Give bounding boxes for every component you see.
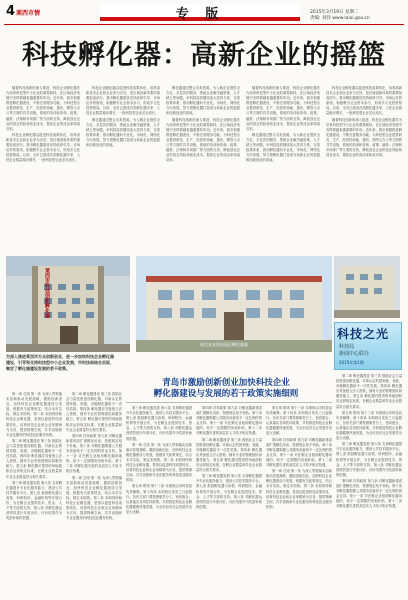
section-name: 莱西市情: [16, 10, 41, 17]
photo-building-center: [136, 256, 332, 352]
bottom-column-6: [336, 374, 402, 596]
article-column-4: [246, 86, 320, 252]
column-text: 随着科技创新的深入推进，科技企业孵化器作为培育科技型中小企业的重要载体，在区域经济发展中发挥着越来越重要的作用。近年来，我市积极推进孵化器建设，不断完善服务功能，为科技型企业提供研发、生产、经营的场地，通讯、网络与办公等方面的共享设施，系统的培训和咨询，政策、融资、法律和市场推广等方面的支持，降低创业企业的创业风险和创业成本，提高企业的成活率和成功率。: [6, 86, 80, 131]
edition-line: 责编: 刘洋 www.laixi.gov.cn: [310, 16, 370, 21]
column-text: 第二章 孵化器建设 第三条 鼓励社会力量投资建设孵化器，对新认定的国家级、省级、市级孵化器给予一次性奖励。第四条 孵化器应具备独立法人资格，拥有专业的管理团队和服务能力。第五条 孵化器可提供的场地面积应达到规定标准，在孵企业数量和毕业企业数量符合相关要求。: [336, 374, 402, 409]
column-text: 第二章 孵化器建设 第三条 鼓励社会力量投资建设孵化器，对新认定的国家级、省级、市级孵化器给予一次性奖励。第四条 孵化器应具备独立法人资格，拥有专业的管理团队和服务能力。第五条 孵化器可提供的场地面积应达到规定标准，在孵企业数量和毕业企业数量符合相关要求。: [66, 392, 122, 432]
ad-line2: 新闻中心联办: [339, 351, 370, 357]
column-text: 第四章 扶持政策 第九条 对孵化器新建或改扩建孵化用房，按照规定给予补助。第十条 对孵化器购置公共服务设备给予一定比例的资金支持。第十一条 对在孵企业租用孵化器场地的，给予一定期限的房租补贴。第十二条 对孵化器引进的高层次人才给予相应待遇。: [336, 478, 402, 509]
column-text: 随着科技创新的深入推进，科技企业孵化器作为培育科技型中小企业的重要载体，在区域经济发展中发挥着越来越重要的作用。近年来，我市积极推进孵化器建设，不断完善服务功能，为科技型企业提供研发、生产、经营的场地，通讯、网络与办公等方面的共享设施，系统的培训和咨询，政策、融资、法律和市场推广等方面的支持，降低创业企业的创业风险和创业成本，提高企业的成活率和成功率。: [326, 117, 402, 158]
sub-headline-line1: 青岛市激励创新创业加快科技企业: [162, 378, 290, 388]
bottom-column-4: [196, 406, 262, 596]
ad-line1: 科技局: [339, 344, 355, 350]
section-divider: [126, 402, 332, 403]
photo-building-left: [6, 256, 130, 352]
column-text: 第四章 扶持政策 第九条 对孵化器新建或改扩建孵化用房，按照规定给予补助。第十条 对孵化器购置公共服务设备给予一定比例的资金支持。第十一条 对在孵企业租用孵化器场地的，给予一定期限的房租补贴。第十二条 对孵化器引进的高层次人才给予相应待遇。: [266, 437, 332, 468]
main-headline: 科技孵化器：高新企业的摇篮: [22, 40, 386, 71]
column-text: 孵化器通过整合各类资源，为入孵企业提供全方位、多层次的服务，帮助企业解决融资难、人才缺乏等问题。市科技局将继续加大扶持力度，完善政策体系，推动孵化器向专业化、市场化、网络化方向发展，努力把孵化器打造成为高新企业的摇篮和创新创业的高地。: [246, 132, 320, 163]
column-text: 第一章 总则 第一条 为深入贯彻落实创新驱动发展战略，激励创新创业，加快科技企业孵化器建设与发展，根据有关政策规定，结合本市实际，制定本细则。第二条 本细则所称科技企业孵化器，是指以促进科技成果转化、培育科技企业和企业家精神为宗旨，提供物理空间、共享设施和专业化服务的科技创业服务机构。: [126, 442, 192, 483]
column-text: 第五章 附则 第十三条 本细则由市科技局负责解释。第十四条 本细则自发布之日起施行。各有关部门要按照职责分工，密切配合，认真落实各项扶持政策，共同推进科技企业孵化器健康快速发展，为全市经济社会发展作出更大贡献。: [266, 406, 332, 436]
column-text: 第一章 总则 第一条 为深入贯彻落实创新驱动发展战略，激励创新创业，加快科技企业孵化器建设与发展，根据有关政策规定，结合本市实际，制定本细则。第二条 本细则所称科技企业孵化器，是指以促进科技成果转化、培育科技企业和企业家精神为宗旨，提供物理空间、共享设施和专业化服务的科技创业服务机构。: [6, 392, 62, 437]
column-text: 第一章 总则 第一条 为深入贯彻落实创新驱动发展战略，激励创新创业，加快科技企业孵化器建设与发展，根据有关政策规定，结合本市实际，制定本细则。第二条 本细则所称科技企业孵化器，是指以促进科技成果转化、培育科技企业和企业家精神为宗旨，提供物理空间、共享设施和专业化服务的科技创业服务机构。: [266, 469, 332, 509]
column-text: 第四章 扶持政策 第九条 对孵化器新建或改扩建孵化用房，按照规定给予补助。第十条 对孵化器购置公共服务设备给予一定比例的资金支持。第十一条 对在孵企业租用孵化器场地的，给予一定期限的房租补贴。第十二条 对孵化器引进的高层次人才给予相应待遇。: [66, 433, 122, 474]
column-text: 孵化器通过整合各类资源，为入孵企业提供全方位、多层次的服务，帮助企业解决融资难、人才缺乏等问题。市科技局将继续加大扶持力度，完善政策体系，推动孵化器向专业化、市场化、网络化方向发展，努力把孵化器打造成为高新企业的摇篮和创新创业的高地。: [86, 117, 160, 148]
article-column-3: [166, 86, 240, 252]
column-text: 第一章 总则 第一条 为深入贯彻落实创新驱动发展战略，激励创新创业，加快科技企业孵化器建设与发展，根据有关政策规定，结合本市实际，制定本细则。第二条 本细则所称科技企业孵化器，是指以促进科技成果转化、培育科技企业和企业家精神为宗旨，提供物理空间、共享设施和专业化服务的科技创业服务机构。: [66, 475, 122, 521]
building-image: [334, 256, 400, 318]
photo-building-right: [334, 256, 400, 318]
column-text: 第五章 附则 第十三条 本细则由市科技局负责解释。第十四条 本细则自发布之日起施行。各有关部门要按照职责分工，密切配合，认真落实各项扶持政策，共同推进科技企业孵化器健康快速发展，为全市经济社会发展作出更大贡献。: [336, 410, 402, 441]
ad-line3: 2015年第1期: [339, 360, 364, 365]
photo-caption: 现代农业科技园区孵化基地: [200, 342, 248, 347]
column-text: 科技企业孵化器以促进科技成果转化，培养高新技术企业和企业家为宗旨，是区域创新体系的重要组成部分。我市孵化器建设坚持政府引导、市场运作的原则，积极吸引社会资本参与，形成多元化投资格局。目前，全市已建成各类孵化器多家，入驻企业数量稳步增长，一批科技型企业茁壮成长。: [86, 86, 160, 116]
column-text: 随着科技创新的深入推进，科技企业孵化器作为培育科技型中小企业的重要载体，在区域经济发展中发挥着越来越重要的作用。近年来，我市积极推进孵化器建设，不断完善服务功能，为科技型企业提供研发、生产、经营的场地，通讯、网络与办公等方面的共享设施，系统的培训和咨询，政策、融资、法律和市场推广等方面的支持，降低创业企业的创业风险和创业成本，提高企业的成活率和成功率。: [166, 117, 240, 163]
building-image: [6, 256, 130, 352]
column-text: 第五章 附则 第十三条 本细则由市科技局负责解释。第十四条 本细则自发布之日起施行。各有关部门要按照职责分工，密切配合，认真落实各项扶持政策，共同推进科技企业孵化器健康快速发展，为全市经济社会发展作出更大贡献。: [126, 484, 192, 514]
section-banner: [100, 4, 300, 21]
ad-title: 科技之光: [337, 327, 390, 341]
column-text: 科技企业孵化器以促进科技成果转化，培养高新技术企业和企业家为宗旨，是区域创新体系的重要组成部分。我市孵化器建设坚持政府引导、市场运作的原则，积极吸引社会资本参与，形成多元化投资格局。目前，全市已建成各类孵化器多家，入驻企业数量稳步增长，一批科技型企业茁壮成长。: [6, 132, 80, 163]
sci-tech-ad: [334, 322, 402, 370]
date-line: 2015年3月19日 星期二: [310, 10, 359, 15]
building-sign: 莱西市科技创新孵化器: [44, 268, 50, 318]
column-text: 随着科技创新的深入推进，科技企业孵化器作为培育科技型中小企业的重要载体，在区域经济发展中发挥着越来越重要的作用。近年来，我市积极推进孵化器建设，不断完善服务功能，为科技型企业提供研发、生产、经营的场地，通讯、网络与办公等方面的共享设施，系统的培训和咨询，政策、融资、法律和市场推广等方面的支持，降低创业企业的创业风险和创业成本，提高企业的成活率和成功率。: [246, 86, 320, 131]
column-text: 第三章 孵化器发展 第六条 支持孵化器提升专业化服务能力，建设公共技术服务平台。第七条 鼓励孵化器与高校、科研院所、金融机构等开展合作，为在孵企业提供技术、资金、人才等方面的支持。第八条 对孵化器运营绩效进行年度评价，评价结果作为奖励补助的依据。: [196, 474, 262, 509]
column-text: 第三章 孵化器发展 第六条 支持孵化器提升专业化服务能力，建设公共技术服务平台。第七条 鼓励孵化器与高校、科研院所、金融机构等开展合作，为在孵企业提供技术、资金、人才等方面的支持。第八条 对孵化器运营绩效进行年度评价，评价结果作为奖励补助的依据。: [336, 442, 402, 477]
header-rule: [4, 24, 404, 25]
building-image: [136, 256, 332, 352]
sub-headline: [126, 378, 326, 400]
page-number: 4: [6, 4, 16, 19]
intro-note: 为深入推进莱西市万众创新创业，进一步加快科技企业孵化器建设，引导和支持科技型中小企业发展，市科技局结合实际，制定了孵化器建设发展的若干政策。: [6, 354, 114, 371]
article-column-1: [6, 86, 80, 252]
column-text: 孵化器通过整合各类资源，为入孵企业提供全方位、多层次的服务，帮助企业解决融资难、人才缺乏等问题。市科技局将继续加大扶持力度，完善政策体系，推动孵化器向专业化、市场化、网络化方向发展，努力把孵化器打造成为高新企业的摇篮和创新创业的高地。: [166, 86, 240, 116]
bottom-column-2: [66, 392, 122, 596]
bottom-column-1: [6, 392, 62, 596]
page-header: [0, 0, 408, 30]
column-text: 第二章 孵化器建设 第三条 鼓励社会力量投资建设孵化器，对新认定的国家级、省级、市级孵化器给予一次性奖励。第四条 孵化器应具备独立法人资格，拥有专业的管理团队和服务能力。第五条 孵化器可提供的场地面积应达到规定标准，在孵企业数量和毕业企业数量符合相关要求。: [6, 438, 62, 479]
column-text: 第三章 孵化器发展 第六条 支持孵化器提升专业化服务能力，建设公共技术服务平台。第七条 鼓励孵化器与高校、科研院所、金融机构等开展合作，为在孵企业提供技术、资金、人才等方面的支持。第八条 对孵化器运营绩效进行年度评价，评价结果作为奖励补助的依据。: [6, 480, 62, 521]
article-column-2: [86, 86, 160, 252]
column-text: 第二章 孵化器建设 第三条 鼓励社会力量投资建设孵化器，对新认定的国家级、省级、市级孵化器给予一次性奖励。第四条 孵化器应具备独立法人资格，拥有专业的管理团队和服务能力。第五条 孵化器可提供的场地面积应达到规定标准，在孵企业数量和毕业企业数量符合相关要求。: [196, 437, 262, 473]
bottom-column-5: [266, 406, 332, 596]
banner-title: 专 版: [175, 7, 225, 22]
bottom-column-3: [126, 406, 192, 596]
column-text: 第三章 孵化器发展 第六条 支持孵化器提升专业化服务能力，建设公共技术服务平台。第七条 鼓励孵化器与高校、科研院所、金融机构等开展合作，为在孵企业提供技术、资金、人才等方面的支持。第八条 对孵化器运营绩效进行年度评价，评价结果作为奖励补助的依据。: [126, 406, 192, 441]
sub-headline-line2: 孵化器建设与发展的若干政策实施细则: [153, 389, 299, 399]
column-text: 科技企业孵化器以促进科技成果转化，培养高新技术企业和企业家为宗旨，是区域创新体系的重要组成部分。我市孵化器建设坚持政府引导、市场运作的原则，积极吸引社会资本参与，形成多元化投资格局。目前，全市已建成各类孵化器多家，入驻企业数量稳步增长，一批科技型企业茁壮成长。: [326, 86, 402, 116]
article-column-5: [326, 86, 402, 252]
column-text: 第四章 扶持政策 第九条 对孵化器新建或改扩建孵化用房，按照规定给予补助。第十条 对孵化器购置公共服务设备给予一定比例的资金支持。第十一条 对在孵企业租用孵化器场地的，给予一定期限的房租补贴。第十二条 对孵化器引进的高层次人才给予相应待遇。: [196, 406, 262, 436]
